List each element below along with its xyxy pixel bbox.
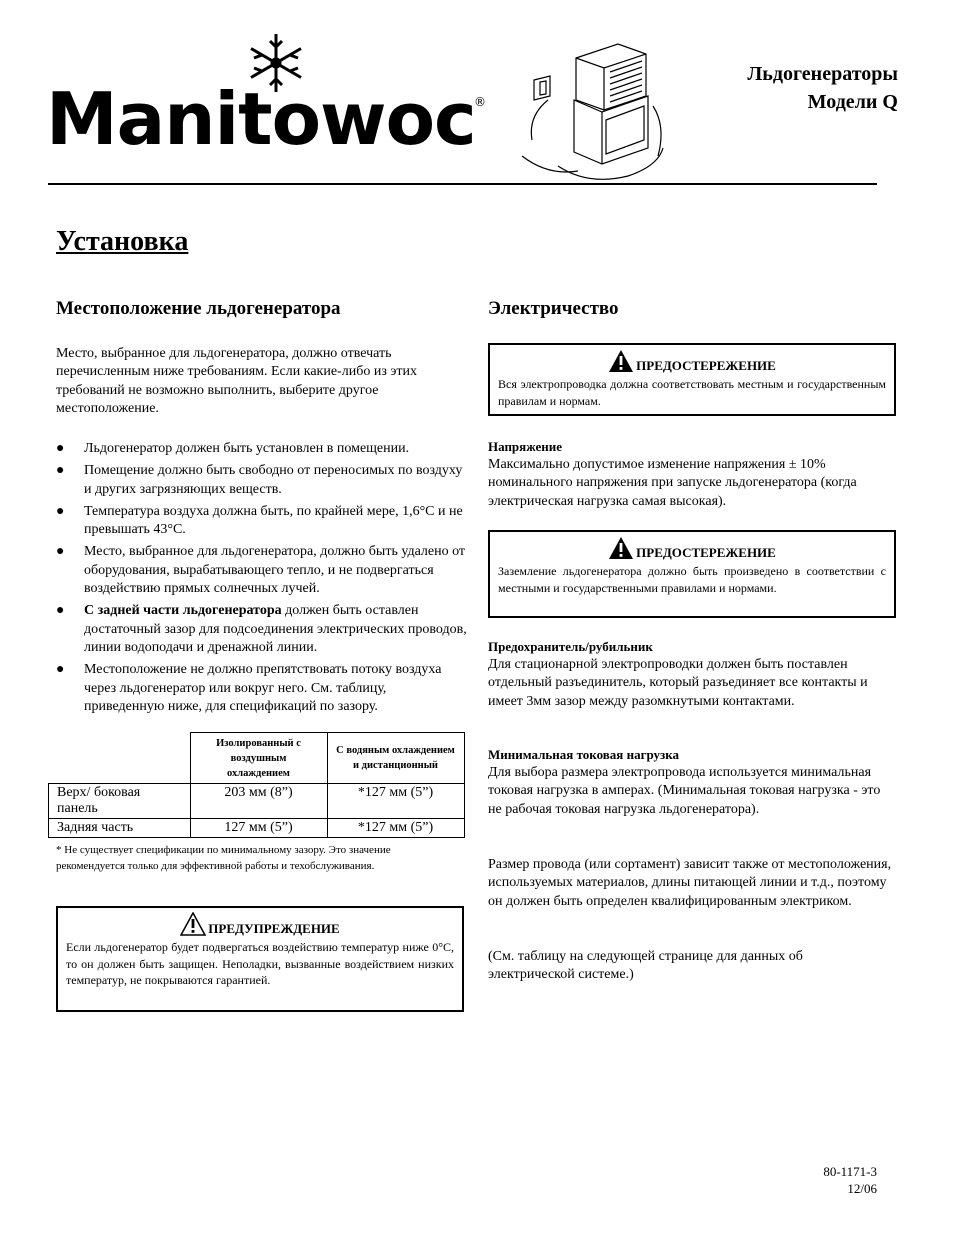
column-header-air: Изолированный с воздушным охлаждением bbox=[190, 733, 327, 784]
voltage-title: Напряжение bbox=[488, 439, 562, 454]
see-table-text: (См. таблицу на следующей странице для данных об электрической системе.) bbox=[488, 949, 803, 983]
cell-water: *127 мм (5”) bbox=[327, 819, 464, 838]
caution-triangle-icon bbox=[608, 536, 634, 560]
warning-title: ПРЕДУПРЕЖДЕНИЕ bbox=[208, 921, 340, 936]
bullet-icon: ● bbox=[56, 503, 65, 519]
column-header-water: С водяным охлаждением и дистанционный bbox=[327, 733, 464, 784]
location-heading: Местоположение льдогенератора bbox=[56, 298, 341, 319]
header-title-line2: Модели Q bbox=[807, 91, 898, 113]
header-divider bbox=[48, 183, 877, 185]
table-row bbox=[49, 819, 465, 838]
bullet-icon: ● bbox=[56, 544, 65, 560]
wire-size-text: Размер провода (или сортамент) зависит также от местоположения, используемых материалов, длины питающей линии и т.д., поэтому он должен быть определен квалифицированным электриком. bbox=[488, 857, 892, 909]
header-title bbox=[640, 60, 898, 116]
list-item: ● Помещение должно быть свободно от переносимых по воздуху и других загрязняющих веществ. bbox=[56, 463, 463, 497]
cell-water: *127 мм (5”) bbox=[327, 784, 464, 819]
requirements-list bbox=[56, 440, 468, 720]
min-current-text: Для выбора размера электропровода используется минимальная токовая нагрузка в амперах. (Минимальная токовая нагрузка - это не рабочая токовая нагрузка льдогенератора). bbox=[488, 765, 881, 817]
caution-box-wiring bbox=[488, 343, 896, 416]
fuse-text: Для стационарной электропроводки должен быть поставлен отдельный разъединитель, который разъединяет все контакты и имеет 3мм зазор между разомкнутыми контактами. bbox=[488, 657, 868, 709]
svg-text:®: ® bbox=[474, 95, 486, 109]
list-item: ● Местоположение не должно препятствовать потоку воздуха через льдогенератор или вокруг него. См. таблицу, приведенную ниже, для спецификаций по зазору. bbox=[56, 662, 442, 714]
list-item: ● Температура воздуха должна быть, по крайней мере, 1,6°C и не превышать 43°C. bbox=[56, 503, 463, 538]
min-current-title: Минимальная токовая нагрузка bbox=[488, 747, 680, 762]
min-current-section bbox=[488, 746, 892, 819]
warning-text: Если льдогенератор будет подвергаться воздействию температур ниже 0°C, то он должен быть защищен. Неполадки, вызванные воздействием низких температур, не покрываются гарантией. bbox=[66, 940, 454, 987]
page-title: Установка bbox=[56, 226, 189, 257]
caution-triangle-icon bbox=[608, 349, 634, 373]
clearance-table bbox=[48, 732, 465, 838]
location-intro: Место, выбранное для льдогенератора, должно отвечать перечисленным ниже требованиям. Если какие-либо из этих требований не возможно выполнить, выберите другое местоположение. bbox=[56, 346, 417, 416]
fuse-section bbox=[488, 638, 892, 711]
list-item: ● Льдогенератор должен быть установлен в помещении. bbox=[56, 440, 468, 458]
doc-number: 80-1171-3 bbox=[823, 1164, 877, 1179]
caution-box-grounding bbox=[488, 530, 896, 618]
table-row bbox=[49, 784, 465, 819]
caution-title: ПРЕДОСТЕРЕЖЕНИЕ bbox=[636, 358, 776, 373]
fuse-title: Предохранитель/рубильник bbox=[488, 639, 653, 654]
row-label: Верх/ боковая панель bbox=[49, 784, 191, 819]
caution-text: Заземление льдогенератора должно быть произведено в соответствии с местными и государственными правилами и нормами. bbox=[498, 564, 886, 595]
table-footnote: * Не существует спецификации по минимальному зазору. Это значение рекомендуется только для эффективной работы и техобслуживания. bbox=[56, 844, 391, 872]
warning-box bbox=[56, 906, 464, 1012]
svg-text:Manitowoc: Manitowoc bbox=[46, 77, 476, 153]
document-number bbox=[823, 1163, 877, 1197]
table-header-row bbox=[49, 733, 465, 784]
bullet-icon: ● bbox=[56, 662, 65, 678]
caution-text: Вся электропроводка должна соответствовать местным и государственным правилам и нормам. bbox=[498, 377, 886, 408]
row-label: Задняя часть bbox=[49, 819, 191, 838]
electricity-heading: Электричество bbox=[488, 298, 619, 319]
doc-date: 12/06 bbox=[847, 1181, 877, 1196]
header-title-line1: Льдогенераторы bbox=[747, 63, 898, 85]
cell-air: 203 мм (8”) bbox=[190, 784, 327, 819]
manitowoc-logo bbox=[44, 28, 494, 158]
warning-triangle-icon bbox=[180, 912, 206, 936]
bullet-icon: ● bbox=[56, 463, 65, 479]
voltage-text: Максимально допустимое изменение напряжения ± 10% номинального напряжения при запуске льдогенератора (когда электрическая нагрузка самая высокая). bbox=[488, 457, 857, 509]
bullet-icon: ● bbox=[56, 441, 65, 456]
bullet-icon: ● bbox=[56, 603, 65, 619]
caution-title: ПРЕДОСТЕРЕЖЕНИЕ bbox=[636, 545, 776, 560]
list-item: ● С задней части льдогенератора должен быть оставлен достаточный зазор для подсоединения электрических проводов, линии водоподачи и дренажной линии. bbox=[56, 603, 467, 655]
voltage-section bbox=[488, 438, 892, 511]
list-item: ● Место, выбранное для льдогенератора, должно быть удалено от оборудования, вырабатывающего тепло, и не подвергаться воздействию прямых солнечных лучей. bbox=[56, 544, 466, 597]
cell-air: 127 мм (5”) bbox=[190, 819, 327, 838]
